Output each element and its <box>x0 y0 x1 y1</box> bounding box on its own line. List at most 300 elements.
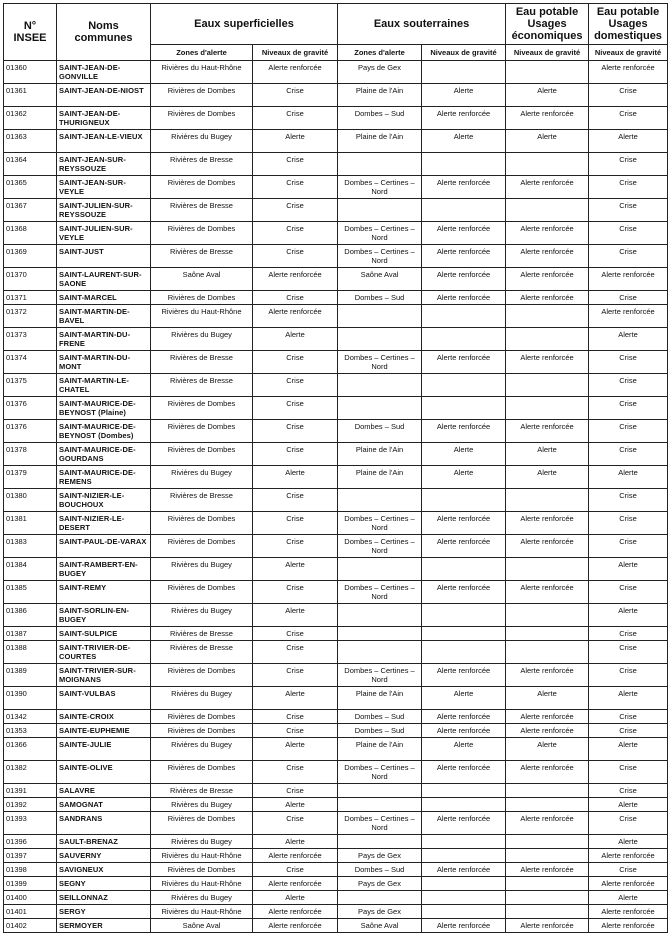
table-row <box>4 305 668 328</box>
table-row <box>4 107 668 130</box>
niveau-sup-cell: Crise <box>253 153 338 176</box>
commune-name-cell: SAINT-LAURENT-SUR-SAONE <box>57 268 151 291</box>
zone-sout-cell: Pays de Gex <box>338 877 422 891</box>
niveau-eco-cell: Alerte renforcée <box>506 351 589 374</box>
zone-sout-cell <box>338 784 422 798</box>
zone-sout-cell <box>338 328 422 351</box>
niveau-dom-cell: Crise <box>589 641 668 664</box>
zone-sup-cell: Rivières de Bresse <box>151 374 253 397</box>
niveau-sout-cell <box>422 397 506 420</box>
commune-name-cell: SAMOGNAT <box>57 798 151 812</box>
niveau-eco-cell: Alerte <box>506 738 589 761</box>
niveau-eco-cell: Alerte renforcée <box>506 664 589 687</box>
commune-name-cell: SAULT-BRENAZ <box>57 835 151 849</box>
zone-sout-cell <box>338 558 422 581</box>
niveau-sout-cell: Alerte renforcée <box>422 724 506 738</box>
niveau-sout-cell <box>422 489 506 512</box>
zone-sup-cell: Rivières de Dombes <box>151 581 253 604</box>
niveau-sout-cell <box>422 891 506 905</box>
table-row <box>4 268 668 291</box>
niveau-sout-cell: Alerte <box>422 687 506 710</box>
niveau-sout-cell: Alerte renforcée <box>422 863 506 877</box>
niveau-eco-cell: Alerte renforcée <box>506 863 589 877</box>
table-row <box>4 877 668 891</box>
table-row <box>4 724 668 738</box>
niveau-dom-cell: Alerte renforcée <box>589 849 668 863</box>
insee-cell: 01389 <box>4 664 57 687</box>
niveau-eco-cell <box>506 798 589 812</box>
niveau-sup-cell: Crise <box>253 784 338 798</box>
insee-cell: 01370 <box>4 268 57 291</box>
niveau-eco-cell <box>506 784 589 798</box>
table-row <box>4 849 668 863</box>
niveau-eco-cell <box>506 489 589 512</box>
insee-cell: 01366 <box>4 738 57 761</box>
niveau-eco-cell <box>506 641 589 664</box>
niveau-eco-cell: Alerte <box>506 687 589 710</box>
insee-cell: 01387 <box>4 627 57 641</box>
niveau-dom-cell: Crise <box>589 489 668 512</box>
zone-sup-cell: Rivières de Bresse <box>151 627 253 641</box>
zone-sout-cell: Dombes – Certines – Nord <box>338 245 422 268</box>
zone-sup-cell: Rivières de Bresse <box>151 489 253 512</box>
niveau-eco-cell <box>506 328 589 351</box>
table-row <box>4 84 668 107</box>
table-row <box>4 738 668 761</box>
niveau-dom-cell: Crise <box>589 245 668 268</box>
zone-sout-cell: Dombes – Sud <box>338 107 422 130</box>
niveau-eco-cell: Alerte renforcée <box>506 710 589 724</box>
zone-sout-cell: Saône Aval <box>338 919 422 933</box>
insee-cell: 01374 <box>4 351 57 374</box>
niveau-dom-cell: Crise <box>589 351 668 374</box>
zone-sout-cell: Dombes – Sud <box>338 710 422 724</box>
niveau-sout-cell <box>422 798 506 812</box>
niveau-sout-cell <box>422 641 506 664</box>
commune-name-cell: SAINT-TRIVIER-DE-COURTES <box>57 641 151 664</box>
niveau-sout-cell: Alerte renforcée <box>422 268 506 291</box>
table-row <box>4 784 668 798</box>
niveau-dom-cell: Crise <box>589 107 668 130</box>
zone-sout-cell: Dombes – Certines – Nord <box>338 512 422 535</box>
zone-sup-cell: Rivières du Bugey <box>151 798 253 812</box>
niveau-sout-cell: Alerte renforcée <box>422 761 506 784</box>
commune-name-cell: SAINT-JULIEN-SUR-VEYLE <box>57 222 151 245</box>
header-eau-potable-domestiques: Eau potable Usages domestiques <box>589 4 668 45</box>
zone-sup-cell: Rivières du Bugey <box>151 891 253 905</box>
commune-name-cell: SANDRANS <box>57 812 151 835</box>
niveau-sout-cell <box>422 604 506 627</box>
table-row <box>4 535 668 558</box>
zone-sup-cell: Rivières de Dombes <box>151 863 253 877</box>
niveau-sout-cell <box>422 328 506 351</box>
niveau-dom-cell: Crise <box>589 863 668 877</box>
niveau-dom-cell: Alerte renforcée <box>589 61 668 84</box>
commune-name-cell: SAINTE-CROIX <box>57 710 151 724</box>
zone-sup-cell: Rivières de Dombes <box>151 84 253 107</box>
niveau-eco-cell <box>506 905 589 919</box>
niveau-eco-cell: Alerte renforcée <box>506 245 589 268</box>
niveau-dom-cell: Crise <box>589 581 668 604</box>
zone-sup-cell: Rivières du Haut-Rhône <box>151 305 253 328</box>
zone-sup-cell: Rivières du Bugey <box>151 328 253 351</box>
commune-name-cell: SAINT-MAURICE-DE-BEYNOST (Plaine) <box>57 397 151 420</box>
commune-name-cell: SAINT-VULBAS <box>57 687 151 710</box>
zone-sout-cell <box>338 374 422 397</box>
insee-cell: 01383 <box>4 535 57 558</box>
commune-name-cell: SAINT-JEAN-DE-THURIGNEUX <box>57 107 151 130</box>
table-body <box>4 61 668 933</box>
zone-sup-cell: Rivières du Haut-Rhône <box>151 905 253 919</box>
zone-sup-cell: Rivières de Bresse <box>151 245 253 268</box>
insee-cell: 01353 <box>4 724 57 738</box>
niveau-eco-cell <box>506 849 589 863</box>
zone-sout-cell: Saône Aval <box>338 268 422 291</box>
niveau-eco-cell <box>506 891 589 905</box>
niveau-sup-cell: Alerte <box>253 466 338 489</box>
niveau-dom-cell: Crise <box>589 535 668 558</box>
niveau-dom-cell: Alerte <box>589 738 668 761</box>
zone-sout-cell <box>338 199 422 222</box>
zone-sup-cell: Rivières de Bresse <box>151 351 253 374</box>
niveau-eco-cell: Alerte <box>506 84 589 107</box>
zone-sup-cell: Rivières de Dombes <box>151 222 253 245</box>
zone-sout-cell: Dombes – Certines – Nord <box>338 812 422 835</box>
niveau-sout-cell: Alerte renforcée <box>422 812 506 835</box>
niveau-dom-cell: Alerte <box>589 328 668 351</box>
niveau-sout-cell <box>422 153 506 176</box>
table-row <box>4 604 668 627</box>
niveau-dom-cell: Crise <box>589 397 668 420</box>
niveau-sup-cell: Crise <box>253 443 338 466</box>
zone-sup-cell: Rivières de Dombes <box>151 535 253 558</box>
niveau-dom-cell: Crise <box>589 222 668 245</box>
niveau-dom-cell: Alerte renforcée <box>589 268 668 291</box>
niveau-sup-cell: Alerte <box>253 738 338 761</box>
niveau-sout-cell: Alerte renforcée <box>422 535 506 558</box>
zone-sout-cell: Plaine de l'Ain <box>338 84 422 107</box>
table-row <box>4 176 668 199</box>
niveau-sup-cell: Crise <box>253 397 338 420</box>
zone-sout-cell: Pays de Gex <box>338 849 422 863</box>
niveau-dom-cell: Alerte <box>589 798 668 812</box>
table-row <box>4 835 668 849</box>
niveau-eco-cell: Alerte renforcée <box>506 919 589 933</box>
table-row <box>4 558 668 581</box>
zone-sup-cell: Rivières de Bresse <box>151 153 253 176</box>
insee-cell: 01400 <box>4 891 57 905</box>
zone-sout-cell <box>338 153 422 176</box>
zone-sout-cell: Dombes – Certines – Nord <box>338 176 422 199</box>
niveau-eco-cell: Alerte renforcée <box>506 420 589 443</box>
zone-sout-cell: Dombes – Sud <box>338 863 422 877</box>
zone-sup-cell: Rivières de Dombes <box>151 664 253 687</box>
table-row <box>4 761 668 784</box>
insee-cell: 01396 <box>4 835 57 849</box>
niveau-sout-cell: Alerte renforcée <box>422 919 506 933</box>
insee-cell: 01390 <box>4 687 57 710</box>
niveau-sout-cell <box>422 784 506 798</box>
niveau-sout-cell: Alerte renforcée <box>422 245 506 268</box>
zone-sout-cell: Pays de Gex <box>338 61 422 84</box>
niveau-sout-cell: Alerte <box>422 443 506 466</box>
niveau-sout-cell: Alerte renforcée <box>422 420 506 443</box>
zone-sup-cell: Rivières de Bresse <box>151 784 253 798</box>
zone-sup-cell: Rivières de Dombes <box>151 443 253 466</box>
niveau-sup-cell: Alerte renforcée <box>253 849 338 863</box>
insee-cell: 01401 <box>4 905 57 919</box>
niveau-eco-cell <box>506 627 589 641</box>
commune-name-cell: SAINT-NIZIER-LE-BOUCHOUX <box>57 489 151 512</box>
niveau-sup-cell: Alerte <box>253 328 338 351</box>
niveau-sup-cell: Alerte <box>253 558 338 581</box>
zone-sup-cell: Rivières du Haut-Rhône <box>151 877 253 891</box>
niveau-sup-cell: Alerte <box>253 798 338 812</box>
insee-cell: 01367 <box>4 199 57 222</box>
zone-sout-cell: Plaine de l'Ain <box>338 443 422 466</box>
niveau-eco-cell <box>506 153 589 176</box>
table-row <box>4 222 668 245</box>
commune-name-cell: SAINT-TRIVIER-SUR-MOIGNANS <box>57 664 151 687</box>
niveau-sup-cell: Crise <box>253 535 338 558</box>
niveau-sup-cell: Crise <box>253 863 338 877</box>
niveau-sout-cell <box>422 627 506 641</box>
niveau-sup-cell: Crise <box>253 512 338 535</box>
zone-sup-cell: Rivières de Dombes <box>151 710 253 724</box>
commune-name-cell: SAINT-MARCEL <box>57 291 151 305</box>
niveau-sup-cell: Crise <box>253 199 338 222</box>
niveau-sup-cell: Crise <box>253 351 338 374</box>
subheader-zones-sup: Zones d'alerte <box>151 45 253 61</box>
niveau-sup-cell: Crise <box>253 489 338 512</box>
commune-name-cell: SAINT-JULIEN-SUR-REYSSOUZE <box>57 199 151 222</box>
niveau-sout-cell: Alerte <box>422 738 506 761</box>
niveau-sup-cell: Alerte <box>253 891 338 905</box>
table-row <box>4 199 668 222</box>
niveau-sup-cell: Crise <box>253 812 338 835</box>
niveau-eco-cell: Alerte renforcée <box>506 761 589 784</box>
commune-name-cell: SAINT-MARTIN-DU-MONT <box>57 351 151 374</box>
table-row <box>4 863 668 877</box>
insee-cell: 01398 <box>4 863 57 877</box>
niveau-eco-cell: Alerte renforcée <box>506 176 589 199</box>
niveau-sout-cell: Alerte <box>422 466 506 489</box>
niveau-eco-cell: Alerte renforcée <box>506 724 589 738</box>
commune-name-cell: SERGY <box>57 905 151 919</box>
zone-sup-cell: Saône Aval <box>151 919 253 933</box>
zone-sup-cell: Rivières de Bresse <box>151 641 253 664</box>
zone-sup-cell: Saône Aval <box>151 268 253 291</box>
niveau-sout-cell: Alerte renforcée <box>422 351 506 374</box>
niveau-sout-cell: Alerte renforcée <box>422 107 506 130</box>
niveau-eco-cell <box>506 604 589 627</box>
table-row <box>4 891 668 905</box>
zone-sup-cell: Rivières de Dombes <box>151 291 253 305</box>
insee-cell: 01379 <box>4 466 57 489</box>
niveau-eco-cell: Alerte renforcée <box>506 291 589 305</box>
niveau-sup-cell: Crise <box>253 245 338 268</box>
table-row <box>4 245 668 268</box>
alert-table <box>3 3 668 933</box>
niveau-dom-cell: Crise <box>589 84 668 107</box>
niveau-eco-cell: Alerte <box>506 466 589 489</box>
niveau-sout-cell <box>422 374 506 397</box>
table-row <box>4 798 668 812</box>
niveau-sout-cell <box>422 835 506 849</box>
niveau-sup-cell: Crise <box>253 761 338 784</box>
insee-cell: 01372 <box>4 305 57 328</box>
niveau-eco-cell: Alerte renforcée <box>506 268 589 291</box>
niveau-sout-cell: Alerte renforcée <box>422 710 506 724</box>
header-insee: N° INSEE <box>4 4 57 61</box>
niveau-eco-cell: Alerte <box>506 130 589 153</box>
insee-cell: 01378 <box>4 443 57 466</box>
niveau-sout-cell: Alerte renforcée <box>422 581 506 604</box>
insee-cell: 01399 <box>4 877 57 891</box>
niveau-sout-cell: Alerte renforcée <box>422 291 506 305</box>
niveau-eco-cell: Alerte renforcée <box>506 581 589 604</box>
niveau-dom-cell: Crise <box>589 176 668 199</box>
niveau-dom-cell: Crise <box>589 761 668 784</box>
niveau-dom-cell: Crise <box>589 812 668 835</box>
niveau-dom-cell: Alerte <box>589 466 668 489</box>
insee-cell: 01365 <box>4 176 57 199</box>
niveau-sup-cell: Crise <box>253 581 338 604</box>
niveau-dom-cell: Alerte renforcée <box>589 905 668 919</box>
niveau-dom-cell: Crise <box>589 710 668 724</box>
niveau-sout-cell <box>422 61 506 84</box>
zone-sout-cell: Pays de Gex <box>338 905 422 919</box>
insee-cell: 01371 <box>4 291 57 305</box>
zone-sout-cell: Plaine de l'Ain <box>338 687 422 710</box>
table-row <box>4 581 668 604</box>
niveau-dom-cell: Crise <box>589 374 668 397</box>
commune-name-cell: SAUVERNY <box>57 849 151 863</box>
zone-sup-cell: Rivières de Bresse <box>151 199 253 222</box>
commune-name-cell: SAVIGNEUX <box>57 863 151 877</box>
zone-sout-cell: Dombes – Certines – Nord <box>338 664 422 687</box>
niveau-eco-cell: Alerte renforcée <box>506 107 589 130</box>
niveau-sup-cell: Alerte <box>253 835 338 849</box>
table-row <box>4 905 668 919</box>
zone-sup-cell: Rivières de Dombes <box>151 724 253 738</box>
table-row <box>4 627 668 641</box>
insee-cell: 01373 <box>4 328 57 351</box>
niveau-sup-cell: Alerte renforcée <box>253 305 338 328</box>
table-row <box>4 130 668 153</box>
niveau-sout-cell: Alerte renforcée <box>422 512 506 535</box>
table-row <box>4 328 668 351</box>
niveau-dom-cell: Crise <box>589 153 668 176</box>
header-eaux-souterraines: Eaux souterraines <box>338 4 506 45</box>
niveau-dom-cell: Crise <box>589 784 668 798</box>
commune-name-cell: SAINT-PAUL-DE-VARAX <box>57 535 151 558</box>
niveau-dom-cell: Alerte renforcée <box>589 919 668 933</box>
zone-sup-cell: Rivières du Bugey <box>151 558 253 581</box>
niveau-eco-cell: Alerte renforcée <box>506 512 589 535</box>
insee-cell: 01393 <box>4 812 57 835</box>
niveau-eco-cell <box>506 397 589 420</box>
commune-name-cell: SAINTE-OLIVE <box>57 761 151 784</box>
niveau-eco-cell <box>506 835 589 849</box>
zone-sup-cell: Rivières de Dombes <box>151 397 253 420</box>
niveau-dom-cell: Alerte renforcée <box>589 305 668 328</box>
zone-sup-cell: Rivières du Haut-Rhône <box>151 61 253 84</box>
zone-sout-cell <box>338 835 422 849</box>
niveau-dom-cell: Alerte <box>589 891 668 905</box>
commune-name-cell: SEILLONNAZ <box>57 891 151 905</box>
commune-name-cell: SAINT-SULPICE <box>57 627 151 641</box>
zone-sup-cell: Rivières de Dombes <box>151 812 253 835</box>
insee-cell: 01376 <box>4 397 57 420</box>
commune-name-cell: SAINT-NIZIER-LE-DESERT <box>57 512 151 535</box>
zone-sout-cell: Dombes – Sud <box>338 724 422 738</box>
niveau-sout-cell: Alerte <box>422 130 506 153</box>
insee-cell: 01361 <box>4 84 57 107</box>
niveau-sup-cell: Crise <box>253 641 338 664</box>
niveau-eco-cell: Alerte renforcée <box>506 222 589 245</box>
niveau-sout-cell <box>422 877 506 891</box>
commune-name-cell: SAINT-JEAN-LE-VIEUX <box>57 130 151 153</box>
niveau-sout-cell <box>422 905 506 919</box>
commune-name-cell: SAINT-MARTIN-LE-CHATEL <box>57 374 151 397</box>
niveau-sout-cell <box>422 849 506 863</box>
table-row <box>4 374 668 397</box>
zone-sup-cell: Rivières de Dombes <box>151 176 253 199</box>
insee-cell: 01363 <box>4 130 57 153</box>
commune-name-cell: SAINTE-EUPHEMIE <box>57 724 151 738</box>
niveau-sup-cell: Alerte renforcée <box>253 61 338 84</box>
commune-name-cell: SAINT-MAURICE-DE-BEYNOST (Dombes) <box>57 420 151 443</box>
subheader-niveaux-sup: Niveaux de gravité <box>253 45 338 61</box>
zone-sup-cell: Rivières du Bugey <box>151 466 253 489</box>
niveau-sup-cell: Crise <box>253 627 338 641</box>
commune-name-cell: SAINT-MAURICE-DE-REMENS <box>57 466 151 489</box>
insee-cell: 01362 <box>4 107 57 130</box>
niveau-sup-cell: Crise <box>253 724 338 738</box>
zone-sup-cell: Rivières du Bugey <box>151 130 253 153</box>
zone-sout-cell: Dombes – Certines – Nord <box>338 351 422 374</box>
niveau-eco-cell <box>506 61 589 84</box>
commune-name-cell: SAINT-REMY <box>57 581 151 604</box>
table-row <box>4 710 668 724</box>
table-row <box>4 397 668 420</box>
niveau-dom-cell: Crise <box>589 512 668 535</box>
niveau-dom-cell: Crise <box>589 420 668 443</box>
niveau-sup-cell: Crise <box>253 710 338 724</box>
niveau-sup-cell: Crise <box>253 420 338 443</box>
insee-cell: 01381 <box>4 512 57 535</box>
niveau-sup-cell: Crise <box>253 374 338 397</box>
zone-sout-cell <box>338 397 422 420</box>
niveau-eco-cell <box>506 305 589 328</box>
table-row <box>4 489 668 512</box>
niveau-sup-cell: Alerte renforcée <box>253 905 338 919</box>
niveau-eco-cell <box>506 558 589 581</box>
header-eau-potable-economiques: Eau potable Usages économiques <box>506 4 589 45</box>
zone-sout-cell <box>338 604 422 627</box>
zone-sup-cell: Rivières du Bugey <box>151 738 253 761</box>
niveau-sup-cell: Alerte <box>253 130 338 153</box>
zone-sup-cell: Rivières de Dombes <box>151 107 253 130</box>
zone-sout-cell <box>338 489 422 512</box>
commune-name-cell: SAINT-MARTIN-DE-BAVEL <box>57 305 151 328</box>
niveau-dom-cell: Crise <box>589 443 668 466</box>
niveau-eco-cell: Alerte <box>506 443 589 466</box>
table-row <box>4 664 668 687</box>
niveau-sup-cell: Crise <box>253 222 338 245</box>
header-noms: Noms communes <box>57 4 151 61</box>
